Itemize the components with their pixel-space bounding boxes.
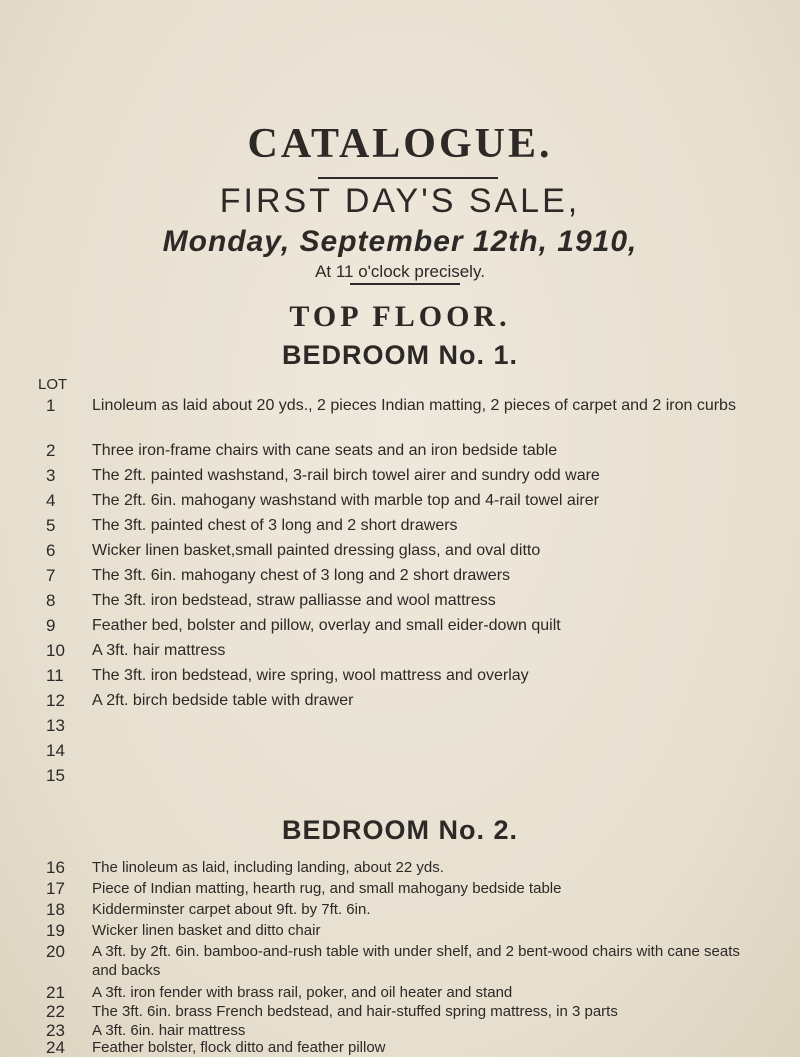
lot-description: Wicker linen basket,small painted dressing glass, and oval ditto [92, 542, 541, 559]
lot-number: 12 [46, 691, 65, 710]
lot-number: 21 [46, 983, 65, 1002]
lot-description: The 2ft. 6in. mahogany washstand with marble top and 4-rail towel airer [92, 492, 599, 509]
lot-description: The 2ft. painted washstand, 3-rail birch towel airer and sundry odd ware [92, 467, 600, 484]
lot-description: The 3ft. iron bedstead, straw palliasse and wool mattress [92, 592, 496, 609]
lot-description: The linoleum as laid, including landing, about 22 yds. [92, 859, 444, 876]
lot-description: The 3ft. painted chest of 3 long and 2 short drawers [92, 517, 458, 534]
lot-description: A 2ft. birch bedside table with drawer [92, 692, 354, 709]
section-title-bedroom-2: BEDROOM No. 2. [281, 815, 518, 845]
section-title-bedroom-1: BEDROOM No. 1. [281, 340, 518, 370]
lot-number: 6 [46, 541, 56, 560]
lot-description: Feather bolster, flock ditto and feather pillow [92, 1039, 386, 1056]
lot-number: 17 [46, 879, 65, 898]
lot-number: 5 [46, 516, 56, 535]
lot-number: 11 [46, 666, 64, 685]
lot-description: The 3ft. 6in. mahogany chest of 3 long and 2 short drawers [92, 567, 511, 584]
sale-date: Monday, September 12th, 1910, [162, 225, 638, 258]
lot-description: Wicker linen basket and ditto chair [92, 922, 321, 939]
lot-number: 16 [46, 858, 65, 877]
lot-description: A 3ft. iron fender with brass rail, poker, and oil heater and stand [92, 984, 513, 1001]
lot-number: 4 [46, 491, 56, 510]
lot-number: 15 [46, 766, 65, 785]
lot-number: 19 [46, 921, 65, 940]
lot-description: Feather bed, bolster and pillow, overlay and small eider-down quilt [92, 617, 561, 634]
time-rule [350, 283, 460, 285]
lot-description: A 3ft. hair mattress [92, 642, 226, 659]
lot-number: 7 [46, 566, 56, 585]
lot-number: 20 [46, 942, 65, 961]
lot-number: 3 [46, 466, 56, 485]
lot-description: A 3ft. 6in. hair mattress [92, 1022, 246, 1039]
lot-number: 8 [46, 591, 56, 610]
catalogue-title: CATALOGUE. [247, 121, 553, 167]
title-rule [318, 177, 498, 179]
lot-number: 13 [46, 716, 65, 735]
lot-description: Linoleum as laid about 20 yds., 2 pieces Indian matting, 2 pieces of carpet and 2 iron curbs [92, 397, 736, 414]
lot-number: 1 [46, 396, 56, 415]
lot-description: Kidderminster carpet about 9ft. by 7ft. 6in. [92, 901, 371, 918]
lot-description: A 3ft. by 2ft. 6in. bamboo-and-rush table with under shelf, and 2 bent-wood chairs with cane seats and backs [92, 943, 740, 979]
lot-description: Piece of Indian matting, hearth rug, and small mahogany bedside table [92, 880, 562, 897]
lot-description: The 3ft. 6in. brass French bedstead, and hair-stuffed spring mattress, in 3 parts [92, 1003, 618, 1020]
lot-number: 22 [46, 1002, 65, 1021]
lot-number: 23 [46, 1021, 65, 1040]
lot-number: 10 [46, 641, 65, 660]
sale-time: At 11 o'clock precisely. [315, 262, 485, 281]
lot-number: 18 [46, 900, 65, 919]
lot-number: 14 [46, 741, 65, 760]
lot-number: 9 [46, 616, 56, 635]
lot-description: Three iron-frame chairs with cane seats and an iron bedside table [92, 442, 558, 459]
floor-heading: TOP FLOOR. [289, 300, 511, 333]
lot-number: 2 [46, 441, 56, 460]
sale-heading: FIRST DAY'S SALE, [219, 182, 581, 220]
lot-description: The 3ft. iron bedstead, wire spring, wool mattress and overlay [92, 667, 529, 684]
lot-number: 24 [46, 1038, 65, 1057]
lot-column-label: LOT [38, 376, 68, 393]
